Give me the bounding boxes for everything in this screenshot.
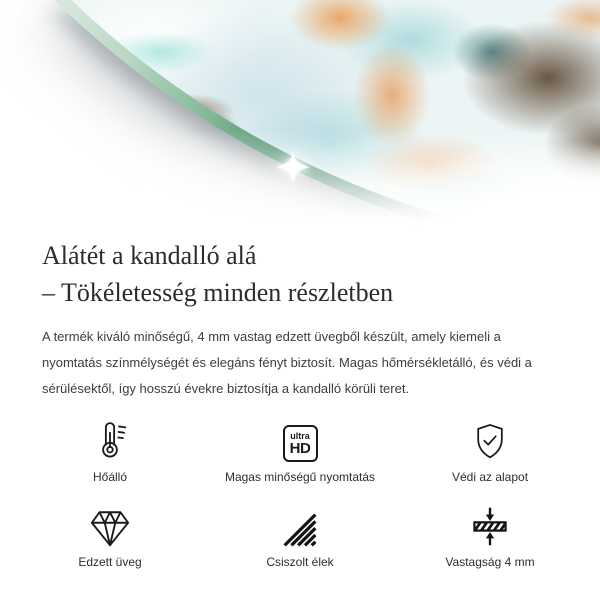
- ultra-hd-icon: [283, 418, 318, 464]
- page-title: [42, 230, 560, 311]
- ultra-hd-text-bottom: HD: [289, 440, 311, 457]
- beveled-edge-icon: [281, 503, 319, 549]
- feature-label: Hőálló: [92, 470, 128, 484]
- thickness-4mm-icon: [468, 503, 512, 549]
- feature-tempered-glass: [20, 503, 200, 570]
- diamond-icon: [87, 503, 133, 549]
- feature-label: Vastagság 4 mm: [445, 555, 535, 569]
- ultra-hd-text-top: ultra: [290, 431, 310, 441]
- feature-protects-base: [400, 418, 580, 485]
- product-description-text: A termék kiváló minőségű, 4 mm vastag edzett üvegből készült, amely kiemeli a nyomtatás színmélységét és elegáns fényt biztosít. Magas hőmérsékletálló, és védi a sérülésektől, így hosszú évekre biztosítja a kandalló körüli teret.: [42, 329, 532, 396]
- title-line-1: Alátét a kandalló alá: [42, 241, 257, 270]
- feature-row-1: [20, 418, 580, 485]
- feature-ultra-hd-print: [210, 418, 390, 485]
- shield-check-icon: [469, 418, 511, 464]
- feature-polished-edges: [210, 503, 390, 570]
- feature-label: Védi az alapot: [451, 470, 529, 484]
- ultra-hd-badge: [283, 425, 318, 462]
- feature-label: Magas minőségű nyomtatás: [224, 470, 376, 484]
- sparkle-icon: [275, 149, 311, 185]
- feature-label: Edzett üveg: [78, 555, 142, 569]
- feature-label: Csiszolt élek: [266, 555, 334, 569]
- thermometer-icon: [88, 418, 132, 464]
- feature-row-2: [20, 503, 580, 570]
- product-description-section: [0, 230, 600, 402]
- feature-thickness: [400, 503, 580, 570]
- title-line-2: – Tökéletesség minden részletben: [42, 278, 394, 307]
- product-photo: [0, 0, 600, 230]
- feature-heat-resistant: [20, 418, 200, 485]
- feature-grid: [20, 418, 580, 570]
